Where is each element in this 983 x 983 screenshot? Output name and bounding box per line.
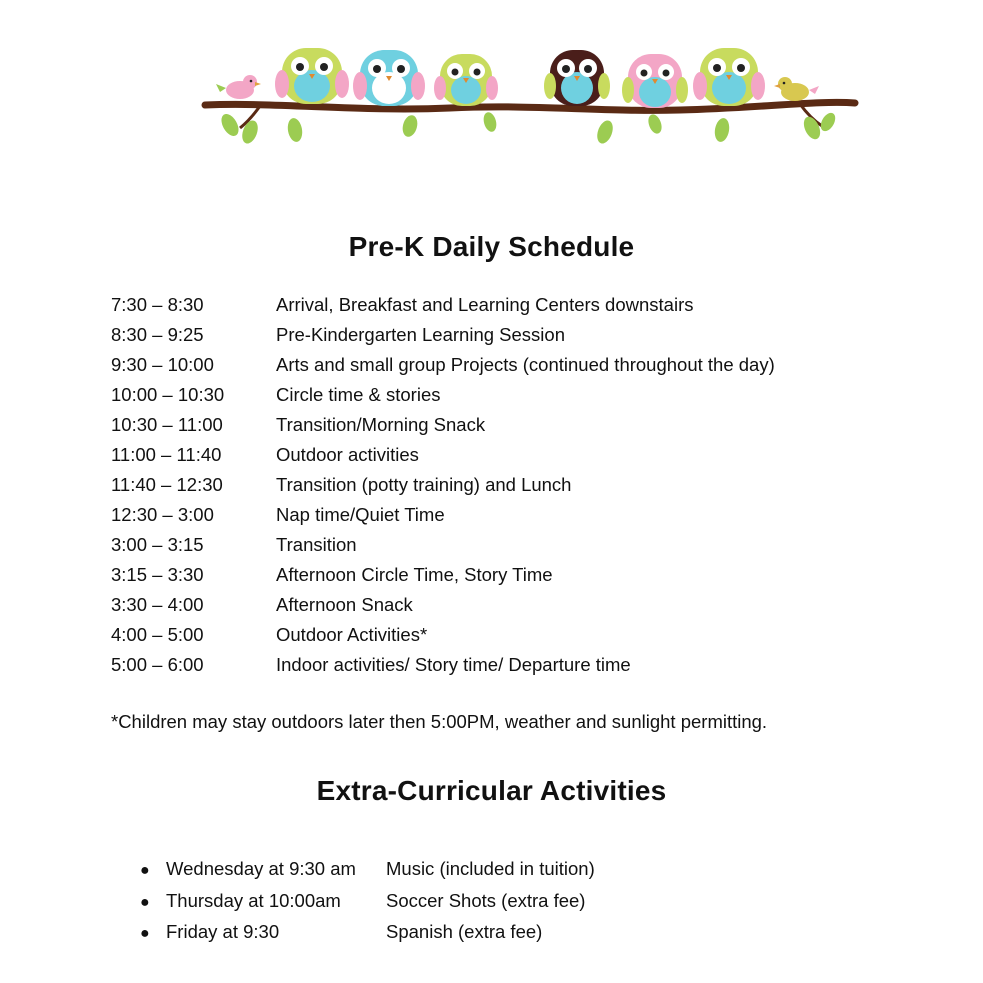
schedule-list [111,290,775,680]
bullet-icon: ● [140,862,150,879]
schedule-activity: Pre-Kindergarten Learning Session [276,324,565,345]
schedule-activity: Arts and small group Projects (continued throughout the day) [276,354,775,375]
schedule-time: 5:00 – 6:00 [111,654,204,675]
bullet-icon: ● [140,925,150,942]
page-title: Pre-K Daily Schedule [348,231,635,262]
schedule-row [111,590,775,620]
owl-icon [693,48,765,106]
extracurricular-list [140,853,595,948]
list-item [140,916,595,948]
schedule-time: 7:30 – 8:30 [111,294,204,315]
owl-icon [434,54,498,106]
schedule-row [111,410,775,440]
activity-name: Music (included in tuition) [386,858,595,879]
owls-branch-banner [200,40,860,155]
schedule-time: 3:15 – 3:30 [111,564,204,585]
schedule-row [111,470,775,500]
list-item [140,885,595,917]
schedule-row [111,440,775,470]
schedule-activity: Indoor activities/ Story time/ Departure time [276,654,631,675]
schedule-row [111,560,775,590]
section-title: Extra-Curricular Activities [316,775,667,806]
schedule-row [111,530,775,560]
schedule-activity: Nap time/Quiet Time [276,504,445,525]
schedule-activity: Outdoor Activities* [276,624,428,645]
schedule-row [111,380,775,410]
schedule-time: 9:30 – 10:00 [111,354,214,375]
leaf-icon [218,110,838,145]
activity-day: Thursday at 10:00am [166,889,341,911]
schedule-activity: Transition [276,534,357,555]
schedule-time: 11:40 – 12:30 [111,474,223,495]
schedule-activity: Transition (potty training) and Lunch [276,474,572,495]
schedule-activity: Circle time & stories [276,384,441,405]
schedule-row [111,350,775,380]
activity-day: Wednesday at 9:30 am [166,858,356,879]
activity-day: Friday at 9:30 [166,921,280,942]
list-item [140,853,595,885]
schedule-row [111,650,775,680]
schedule-row [111,620,775,650]
owl-icon [353,50,425,106]
footnote: *Children may stay outdoors later then 5:00PM, weather and sunlight permitting. [111,711,768,732]
schedule-time: 8:30 – 9:25 [111,324,204,345]
schedule-time: 11:00 – 11:40 [111,444,222,465]
schedule-activity: Outdoor activities [276,444,419,465]
schedule-row [111,500,775,530]
schedule-time: 4:00 – 5:00 [111,624,204,645]
schedule-time: 3:30 – 4:00 [111,594,204,615]
schedule-activity: Arrival, Breakfast and Learning Centers downstairs [276,294,694,315]
activity-name: Soccer Shots (extra fee) [386,889,586,911]
bird-icon [216,75,261,99]
owl-icon [275,48,349,104]
schedule-activity: Afternoon Circle Time, Story Time [276,564,553,585]
schedule-activity: Transition/Morning Snack [276,414,486,435]
bullet-icon: ● [140,893,150,911]
schedule-time: 12:30 – 3:00 [111,504,214,525]
schedule-time: 10:30 – 11:00 [111,414,223,435]
schedule-time: 3:00 – 3:15 [111,534,204,555]
schedule-row [111,320,775,350]
schedule-activity: Afternoon Snack [276,594,413,615]
schedule-time: 10:00 – 10:30 [111,384,225,405]
bird-icon [774,77,819,101]
owl-icon [544,50,610,106]
schedule-row [111,290,775,320]
owl-icon [622,54,688,108]
activity-name: Spanish (extra fee) [386,921,543,942]
